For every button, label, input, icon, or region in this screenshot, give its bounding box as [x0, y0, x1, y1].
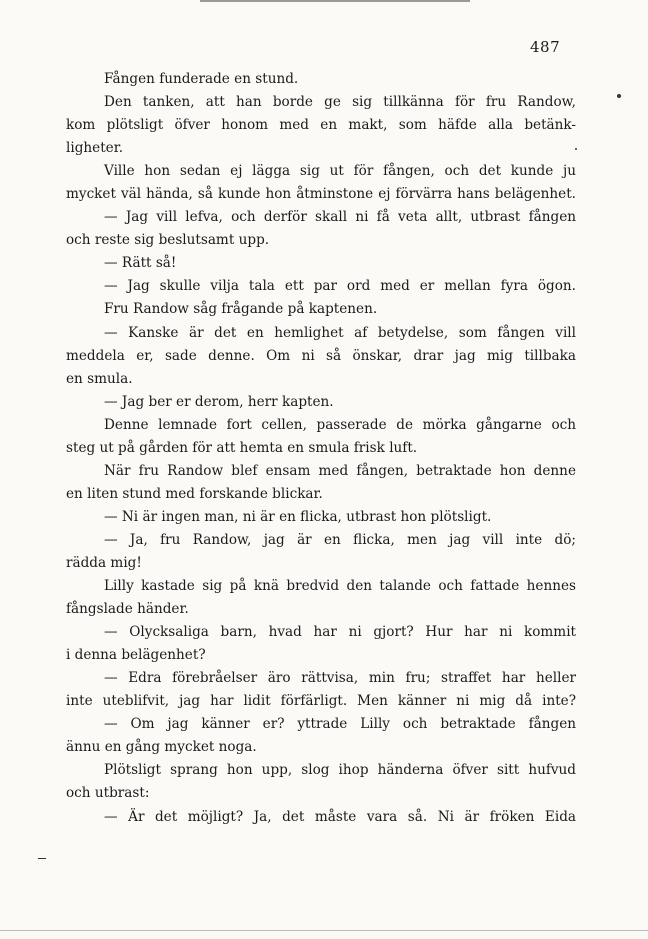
text-line: — Jag skulle vilja tala ett par ord med er mellan fyra ögon.: [104, 278, 576, 295]
text-line: steg ut på gården för att hemta en smula frisk luft.: [66, 439, 418, 456]
text-line: — Om jag känner er? yttrade Lilly och betraktade fången: [104, 716, 576, 733]
text-line: — Rätt så!: [104, 255, 177, 272]
text-line: rädda mig!: [66, 554, 142, 571]
text-line: Fru Randow såg frågande på kaptenen.: [104, 301, 378, 318]
text-line: Den tanken, att han borde ge sig tillkänna för fru Randow,: [104, 94, 576, 111]
text-line: När fru Randow blef ensam med fången, betraktade hon denne: [104, 462, 576, 479]
text-line: Fången funderade en stund.: [104, 71, 299, 87]
text-line: — Olycksaliga barn, hvad har ni gjort? Hur har ni kommit: [104, 624, 576, 641]
page-number: 487: [530, 38, 561, 56]
text-line: meddela er, sade denne. Om ni så önskar, drar jag mig tillbaka: [66, 347, 576, 364]
text-line: ännu en gång mycket noga.: [66, 739, 257, 756]
text-line: en liten stund med forskande blickar.: [66, 485, 323, 502]
text-line: — Är det möjligt? Ja, det måste vara så. Ni är fröken Eida: [104, 808, 576, 825]
ink-speck: [617, 94, 621, 98]
text-line: — Jag vill lefva, och derför skall ni få veta allt, utbrast fången: [104, 209, 576, 226]
top-edge-rule: [200, 0, 470, 2]
text-line: mycket väl hända, så kunde hon åtminstone ej förvärra hans belägenhet.: [66, 186, 576, 203]
text-line: Denne lemnade fort cellen, passerade de mörka gångarne och: [104, 416, 576, 433]
margin-dash: [38, 858, 46, 859]
text-line: inte uteblifvit, jag har lidit förfärligt. Men känner ni mig då inte?: [66, 693, 576, 710]
bottom-edge-rule: [0, 930, 648, 931]
text-line: och utbrast:: [66, 785, 150, 802]
text-line: — Ja, fru Randow, jag är en flicka, men jag vill inte dö;: [104, 531, 576, 548]
text-line: Plötsligt sprang hon upp, slog ihop händerna öfver sitt hufvud: [104, 762, 576, 779]
text-line: i denna belägenhet?: [66, 647, 206, 664]
text-line: — Jag ber er derom, herr kapten.: [104, 393, 334, 410]
text-line: Ville hon sedan ej lägga sig ut för fången, och det kunde ju: [104, 163, 576, 180]
text-line: — Edra förebråelser äro rättvisa, min fru; straffet har heller: [104, 670, 576, 687]
text-line: fångslade händer.: [66, 601, 189, 618]
body-text: [66, 68, 576, 829]
text-line: ligheter.: [66, 140, 124, 157]
text-line: kom plötsligt öfver honom med en makt, som häfde alla betänk-: [66, 117, 576, 134]
text-line: en smula.: [66, 370, 133, 387]
text-line: och reste sig beslutsamt upp.: [66, 232, 270, 249]
text-line: — Ni är ingen man, ni är en flicka, utbrast hon plötsligt.: [104, 508, 492, 525]
ink-speck: [575, 148, 577, 150]
text-line: Lilly kastade sig på knä bredvid den talande och fattade hennes: [104, 578, 576, 595]
text-line: — Kanske är det en hemlighet af betydelse, som fången vill: [104, 324, 576, 341]
